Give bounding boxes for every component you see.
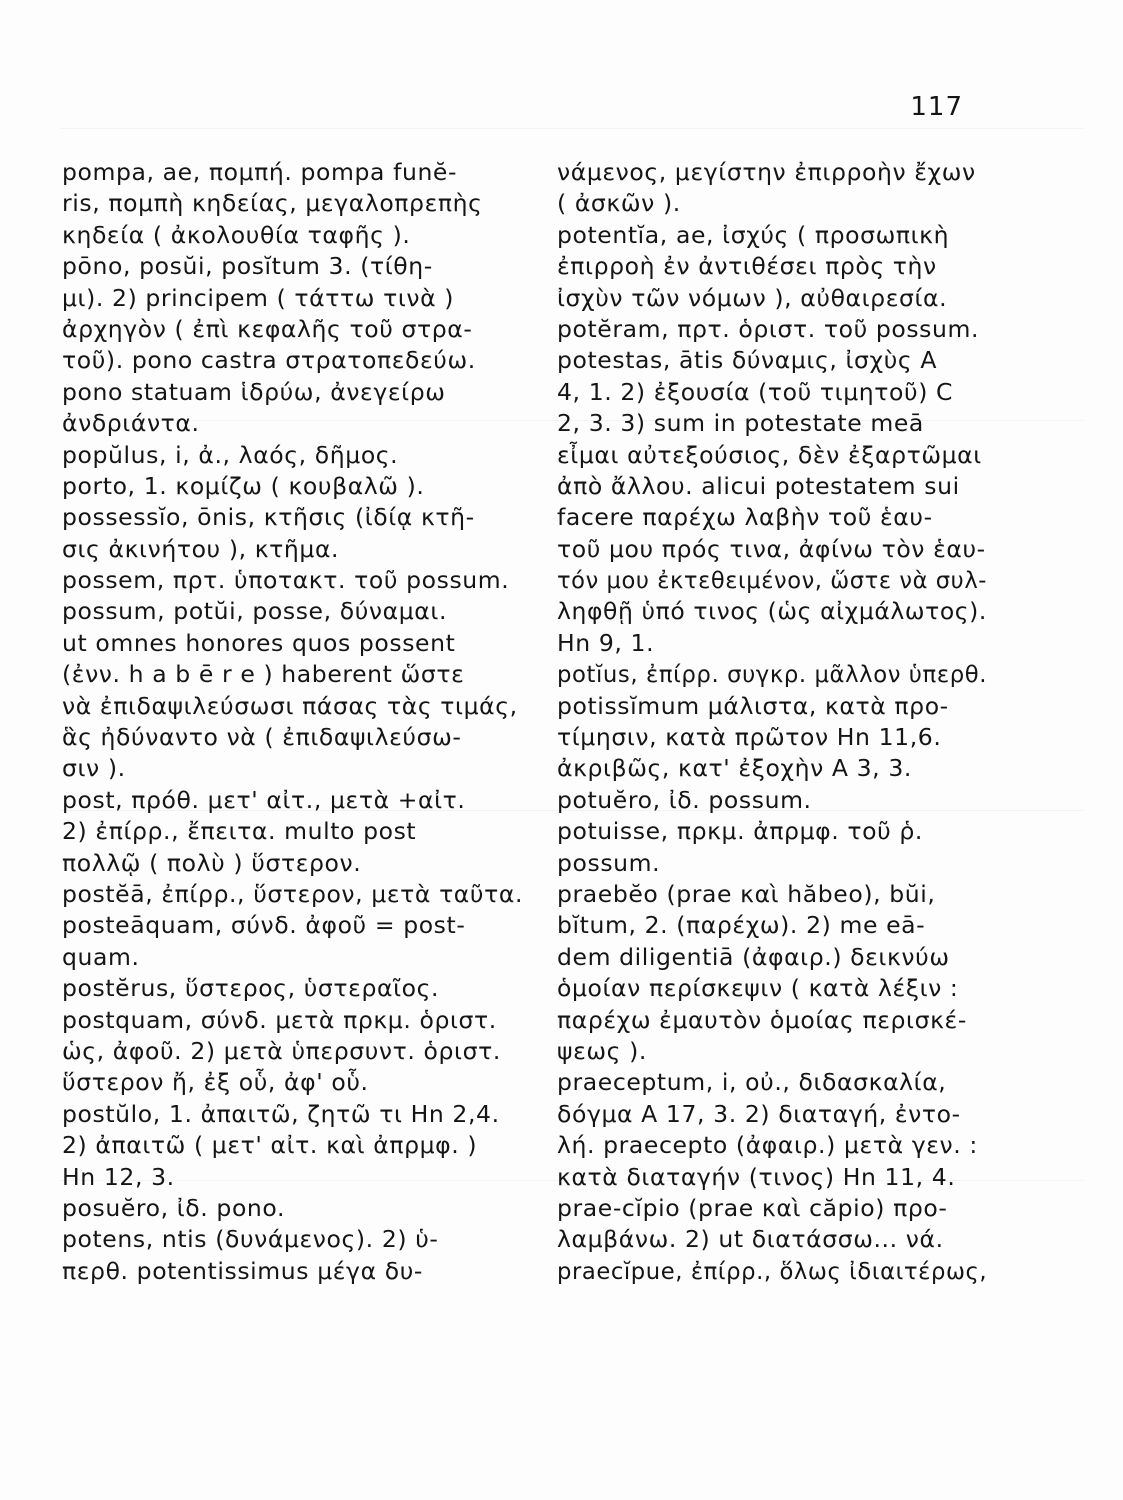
entry-line: prae-cĭpio (prae καὶ căpio) προ- [557, 1193, 948, 1222]
entry-line: περθ. potentissimus μέγα δυ- [62, 1256, 423, 1285]
entry-line: κατὰ διαταγήν (τινος) Hn 11, 4. [557, 1162, 956, 1191]
entry-line: ψεως ). [557, 1036, 647, 1065]
entry-line: τόν μου ἐκτεθειμένον, ὥστε νὰ συλ- [557, 566, 988, 595]
entry-line: bĭtum, 2. (παρέχω). 2) me eā- [557, 911, 926, 940]
entry-line: 4, 1. 2) ἐξουσία (τοῦ τιμητοῦ) C [557, 377, 954, 406]
entry-line: εἶμαι αὐτεξούσιος, δὲν ἐξαρτῶμαι [557, 440, 982, 469]
entry-line: λή. praecepto (ἀφαιρ.) μετὰ γεν. : [557, 1131, 978, 1160]
entry-line: quam. [62, 942, 140, 971]
entry-line: 2) ἐπίρρ., ἔπειτα. multo post [62, 817, 417, 846]
entry-line: 2, 3. 3) sum in potestate meā [557, 409, 924, 438]
entry-line: pōno, posŭi, posĭtum 3. (τίθη- [62, 252, 433, 281]
entry-line: ἐπιρροὴ ἐν ἀντιθέσει πρὸς τὴν [557, 252, 937, 281]
entry-line: τοῦ μου πρός τινα, ἀφίνω τὸν ἑαυ- [557, 534, 986, 563]
entry-line: possem, πρτ. ὑποτακτ. τοῦ possum. [62, 566, 510, 595]
entry-line: potuisse, πρκμ. ἀπρμφ. τοῦ ῥ. [557, 817, 923, 846]
entry-line: potens, ntis (δυνάμενος). 2) ὑ- [62, 1225, 439, 1254]
right-column [557, 157, 1004, 1287]
entry-line: postĕrus, ὕστερος, ὑστεραῖος. [62, 974, 440, 1003]
entry-line: Hn 9, 1. [557, 628, 655, 657]
entry-line: ὁμοίαν περίσκεψιν ( κατὰ λέξιν : [557, 974, 959, 1003]
entry-line: popŭlus, i, ἀ., λαός, δῆμος. [62, 440, 399, 469]
entry-line: δόγμα A 17, 3. 2) διαταγή, ἐντο- [557, 1099, 961, 1128]
entry-line: posteāquam, σύνδ. ἀφοῦ = post- [62, 911, 466, 940]
entry-line: potentĭa, ae, ἰσχύς ( προσωπικὴ [557, 220, 950, 249]
entry-line: potissĭmum μάλιστα, κατὰ προ- [557, 691, 949, 720]
entry-line: μι). 2) principem ( τάττω τινὰ ) [62, 283, 455, 312]
entry-line: pompa, ae, πομπή. pompa funĕ- [62, 158, 458, 186]
entry-line: postquam, σύνδ. μετὰ πρκμ. ὁριστ. [62, 1005, 497, 1034]
entry-line: postĕā, ἐπίρρ., ὕστερον, μετὰ ταῦτα. [62, 879, 524, 908]
entry-line: ( ἀσκῶν ). [557, 189, 681, 218]
left-column [62, 157, 523, 1287]
entry-line: νάμενος, μεγίστην ἐπιρροὴν ἔχων [557, 158, 976, 186]
entry-line: ut omnes honores quos possent [62, 628, 456, 657]
entry-line: ὡς, ἀφοῦ. 2) μετὰ ὑπερσυντ. ὁριστ. [62, 1036, 501, 1065]
entry-line: facere παρέχω λαβὴν τοῦ ἑαυ- [557, 503, 933, 532]
entry-line: potĕram, πρτ. ὁριστ. τοῦ possum. [557, 314, 980, 343]
entry-line: παρέχω ἐμαυτὸν ὁμοίας περισκέ- [557, 1005, 967, 1034]
entry-line: postŭlo, 1. ἀπαιτῶ, ζητῶ τι Hn 2,4. [62, 1099, 500, 1128]
show-through-line [60, 128, 1083, 129]
entry-line: praecĭpue, ἐπίρρ., ὅλως ἰδιαιτέρως, [557, 1256, 988, 1285]
entry-line: porto, 1. κομίζω ( κουβαλῶ ). [62, 471, 425, 500]
entry-line: post, πρόθ. μετ' αἰτ., μετὰ +αἰτ. [62, 785, 466, 814]
entry-line: praeceptum, i, οὐ., διδασκαλία, [557, 1068, 947, 1097]
entry-line: ἰσχὺν τῶν νόμων ), αὐθαιρεσία. [557, 283, 948, 312]
entry-line: potĭus, ἐπίρρ. συγκρ. μᾶλλον ὑπερθ. [557, 660, 988, 689]
entry-line: ris, πομπὴ κηδείας, μεγαλοπρεπὴς [62, 189, 483, 218]
entry-line: possum, potŭi, posse, δύναμαι. [62, 597, 448, 626]
entry-line: (ἐνν. h a b ē r e ) haberent ὥστε [62, 660, 465, 689]
entry-line: pono statuam ἱδρύω, ἀνεγείρω [62, 377, 446, 406]
entry-line: 2) ἀπαιτῶ ( μετ' αἰτ. καὶ ἀπρμφ. ) [62, 1131, 478, 1160]
entry-line: ἃς ἠδύναντο νὰ ( ἐπιδαψιλεύσω- [62, 723, 462, 752]
entry-line: σιν ). [62, 754, 126, 783]
page-number: 117 [910, 92, 963, 122]
entry-line: potuĕro, ἰδ. possum. [557, 785, 812, 814]
entry-line: νὰ ἐπιδαψιλεύσωσι πάσας τὰς τιμάς, [62, 691, 518, 720]
entry-line: potestas, ātis δύναμις, ἰσχὺς A [557, 346, 938, 375]
entry-line: possum. [557, 848, 661, 877]
entry-line: τοῦ). pono castra στρατοπεδεύω. [62, 346, 476, 375]
entry-line: πολλῷ ( πολὺ ) ὕστερον. [62, 848, 362, 877]
entry-line: σις ἀκινήτου ), κτῆμα. [62, 534, 340, 563]
entry-line: ὕστερον ἤ, ἐξ οὗ, ἀφ' οὗ. [62, 1068, 369, 1097]
entry-line: ληφθῇ ὑπό τινος (ὡς αἰχμάλωτος). [557, 597, 987, 626]
entry-line: ἀρχηγὸν ( ἐπὶ κεφαλῆς τοῦ στρα- [62, 314, 473, 343]
entry-line: κηδεία ( ἀκολουθία ταφῆς ). [62, 220, 411, 249]
entry-line: ἀπὸ ἄλλου. alicui potestatem sui [557, 471, 960, 500]
entry-line: ἀνδριάντα. [62, 409, 200, 438]
entry-line: λαμβάνω. 2) ut διατάσσω... νά. [557, 1225, 944, 1254]
entry-line: posuĕro, ἰδ. pono. [62, 1193, 286, 1222]
entry-line: possessĭo, ōnis, κτῆσις (ἰδίᾳ κτῆ- [62, 503, 475, 532]
entry-line: praebĕo (prae καὶ hăbeo), bŭi, [557, 879, 936, 908]
entry-line: τίμησιν, κατὰ πρῶτον Hn 11,6. [557, 723, 942, 752]
entry-line: dem diligentiā (ἀφαιρ.) δεικνύω [557, 942, 950, 971]
entry-line: Hn 12, 3. [62, 1162, 175, 1191]
entry-line: ἀκριβῶς, κατ' ἐξοχὴν A 3, 3. [557, 754, 912, 783]
